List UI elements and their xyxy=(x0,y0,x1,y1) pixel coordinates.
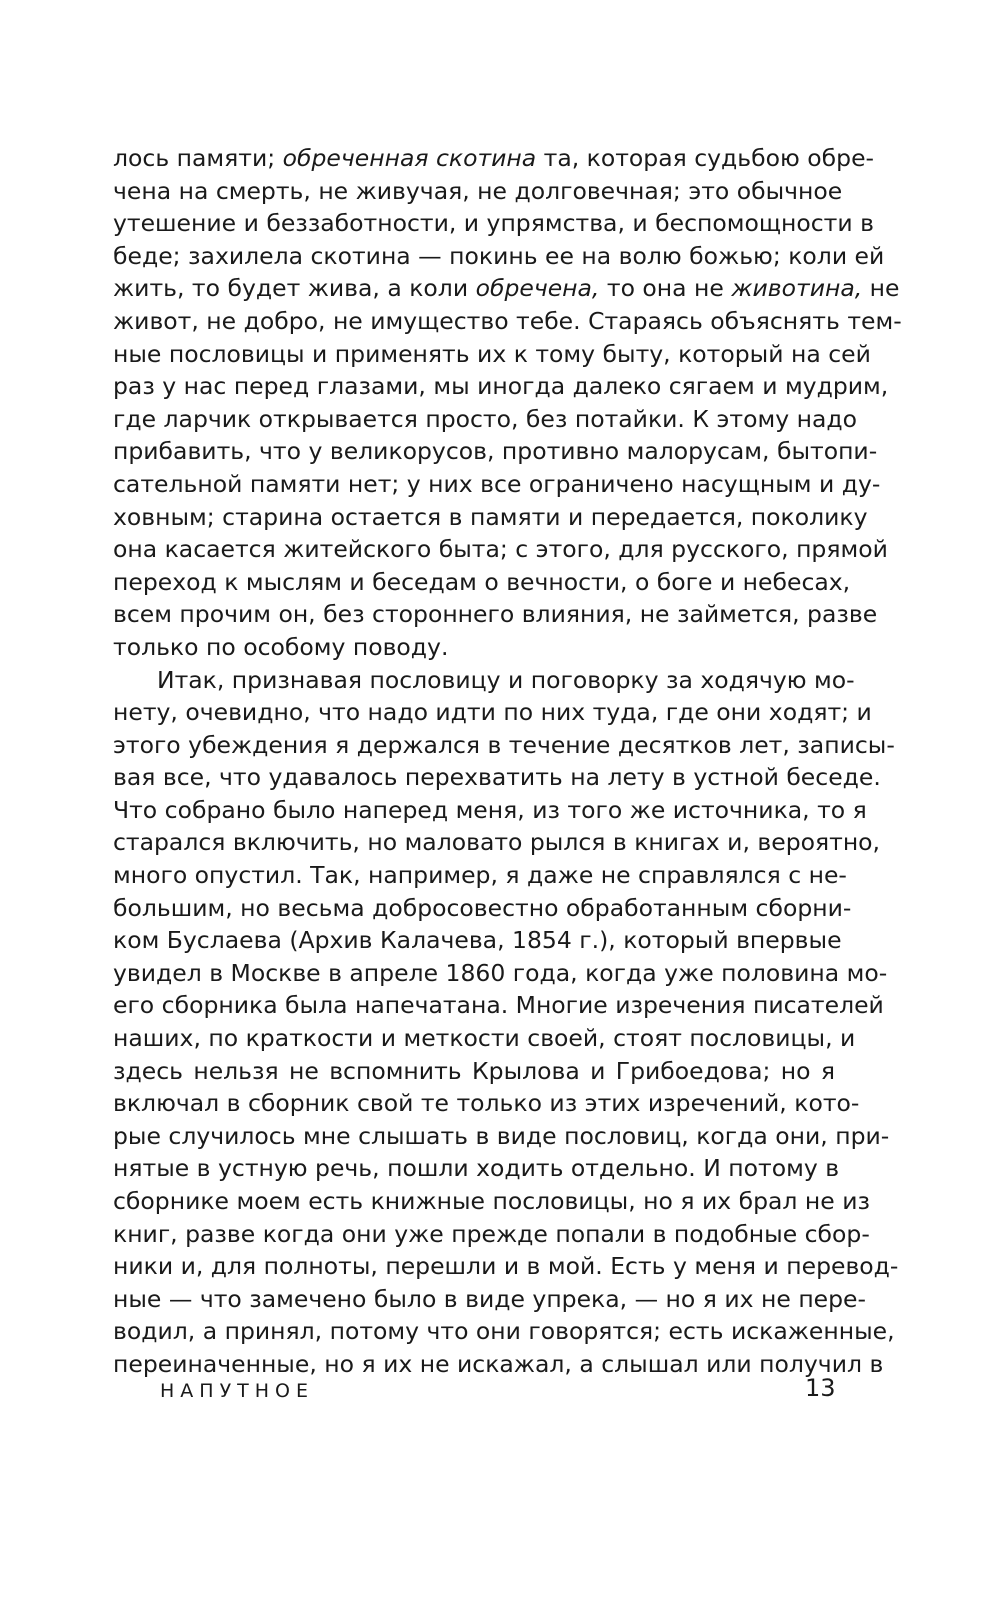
text-line xyxy=(113,1315,895,1348)
text-segment: утешение и беззаботности, и упрямства, и беспомощности в xyxy=(113,209,874,238)
running-title: НАПУТНОЕ xyxy=(160,1380,315,1402)
text-segment: лось памяти; xyxy=(113,144,283,172)
text-segment: наших, по краткости и меткости своей, стоят пословицы, и xyxy=(113,1024,856,1053)
text-line xyxy=(113,761,881,794)
text-segment: книг, разве когда они уже прежде попали в подобные сбор- xyxy=(113,1219,870,1248)
text-segment: здесь нельзя не вспомнить Крылова и Грибоедова; но я xyxy=(113,1056,835,1085)
text-line xyxy=(113,338,871,371)
text-segment: переход к мыслям и беседам о вечности, о боге и небесах, xyxy=(113,567,851,596)
text-segment: переиначенные, но я их не искажал, а слышал или получил в xyxy=(113,1349,884,1378)
text-line xyxy=(113,859,847,892)
text-line xyxy=(113,696,872,729)
text-line xyxy=(113,1185,870,1218)
text-segment: нятые в устную речь, пошли ходить отдельно. И потому в xyxy=(113,1154,840,1183)
text-segment: Что собрано было наперед меня, из того же источника, то я xyxy=(113,795,867,824)
text-line xyxy=(113,664,855,697)
text-segment: ные — что замечено было в виде упрека, — но я их не пере- xyxy=(113,1284,866,1313)
text-line xyxy=(113,533,888,566)
text-segment: она касается житейского быта; с этого, для русского, прямой xyxy=(113,535,888,564)
text-segment: ные пословицы и применять их к тому быту, который на сей xyxy=(113,339,871,368)
text-segment: беде; захилела скотина — покинь ее на волю божью; коли ей xyxy=(113,241,885,270)
text-segment: чена на смерть, не живучая, не долговечная; это обычное xyxy=(113,176,843,205)
text-line xyxy=(113,272,900,305)
text-segment: то она не xyxy=(599,274,732,303)
text-line xyxy=(113,207,874,240)
text-line xyxy=(113,924,842,957)
page-number: 13 xyxy=(805,1374,836,1402)
text-segment: где ларчик открывается просто, без потайки. К этому надо xyxy=(113,404,857,433)
text-line xyxy=(113,892,852,925)
text-segment: раз у нас перед глазами, мы иногда далеко сягаем и мудрим, xyxy=(113,372,889,401)
text-segment: сательной памяти нет; у них все ограничено насущным и ду- xyxy=(113,469,881,498)
text-segment: много опустил. Так, например, я даже не справлялся с не- xyxy=(113,861,847,890)
text-line xyxy=(113,631,835,664)
text-segment: сборнике моем есть книжные пословицы, но я их брал не из xyxy=(113,1187,870,1215)
text-segment: вая все, что удавалось перехватить на лету в устной беседе. xyxy=(113,763,881,792)
text-line xyxy=(113,501,868,534)
text-line xyxy=(113,1152,840,1185)
text-line xyxy=(113,598,878,631)
text-segment: всем прочим он, без стороннего влияния, не займется, разве xyxy=(113,600,878,629)
text-segment: нету, очевидно, что надо идти по них туда, где они ходят; и xyxy=(113,698,872,727)
text-segment: прибавить, что у великорусов, противно малорусам, бытопи- xyxy=(113,437,878,466)
text-line xyxy=(113,305,902,338)
text-line xyxy=(113,435,878,468)
text-segment: ком Буслаева (Архив Калачева, 1854 г.), который впервые xyxy=(113,926,842,955)
text-segment: этого убеждения я держался в течение десятков лет, записы- xyxy=(113,730,895,759)
text-line xyxy=(113,794,867,827)
text-segment: старался включить, но маловато рылся в книгах и, вероятно, xyxy=(113,828,881,857)
text-line xyxy=(113,1218,870,1251)
italic-segment: обреченная скотина xyxy=(282,144,537,172)
text-line xyxy=(113,403,857,436)
text-line xyxy=(113,1283,866,1316)
text-line xyxy=(113,142,875,175)
text-line xyxy=(113,1087,860,1120)
text-line xyxy=(113,729,895,762)
text-segment: ховным; старина остается в памяти и передается, поколику xyxy=(113,502,868,531)
text-segment: ники и, для полноты, перешли и в мой. Есть у меня и перевод- xyxy=(113,1252,899,1281)
text-segment: живот, не добро, не имущество тебе. Стараясь объяснять тем- xyxy=(113,306,902,335)
text-line xyxy=(113,957,888,990)
text-segment: его сборника была напечатана. Многие изречения писателей xyxy=(113,991,884,1020)
text-line xyxy=(113,1120,890,1153)
text-line xyxy=(113,989,884,1022)
text-segment: рые случилось мне слышать в виде пословиц, когда они, при- xyxy=(113,1121,890,1150)
text-line xyxy=(113,1250,899,1283)
text-segment: водил, а принял, потому что они говорятся; есть искаженные, xyxy=(113,1317,895,1346)
italic-segment: животина, xyxy=(731,274,863,303)
text-line xyxy=(113,566,851,599)
text-segment: большим, но весьма добросовестно обработанным сборни- xyxy=(113,893,852,922)
text-line xyxy=(113,1055,835,1088)
text-line xyxy=(113,1348,884,1381)
text-segment: только по особому поводу. xyxy=(113,632,449,661)
text-line xyxy=(113,175,843,208)
text-segment: не xyxy=(862,274,900,303)
text-line xyxy=(113,370,889,403)
text-line xyxy=(113,1022,856,1055)
text-line xyxy=(113,826,881,859)
italic-segment: обречена, xyxy=(475,274,600,303)
text-line xyxy=(113,240,885,273)
body-text xyxy=(113,142,902,1381)
text-segment: увидел в Москве в апреле 1860 года, когда уже половина мо- xyxy=(113,958,888,987)
text-segment: та, которая судьбою обре- xyxy=(536,144,875,172)
text-segment: жить, то будет жива, а коли xyxy=(113,274,476,303)
text-segment: включал в сборник свой те только из этих изречений, кото- xyxy=(113,1089,860,1118)
text-line xyxy=(113,468,881,501)
text-segment: Итак, признавая пословицу и поговорку за ходячую мо- xyxy=(157,665,855,694)
